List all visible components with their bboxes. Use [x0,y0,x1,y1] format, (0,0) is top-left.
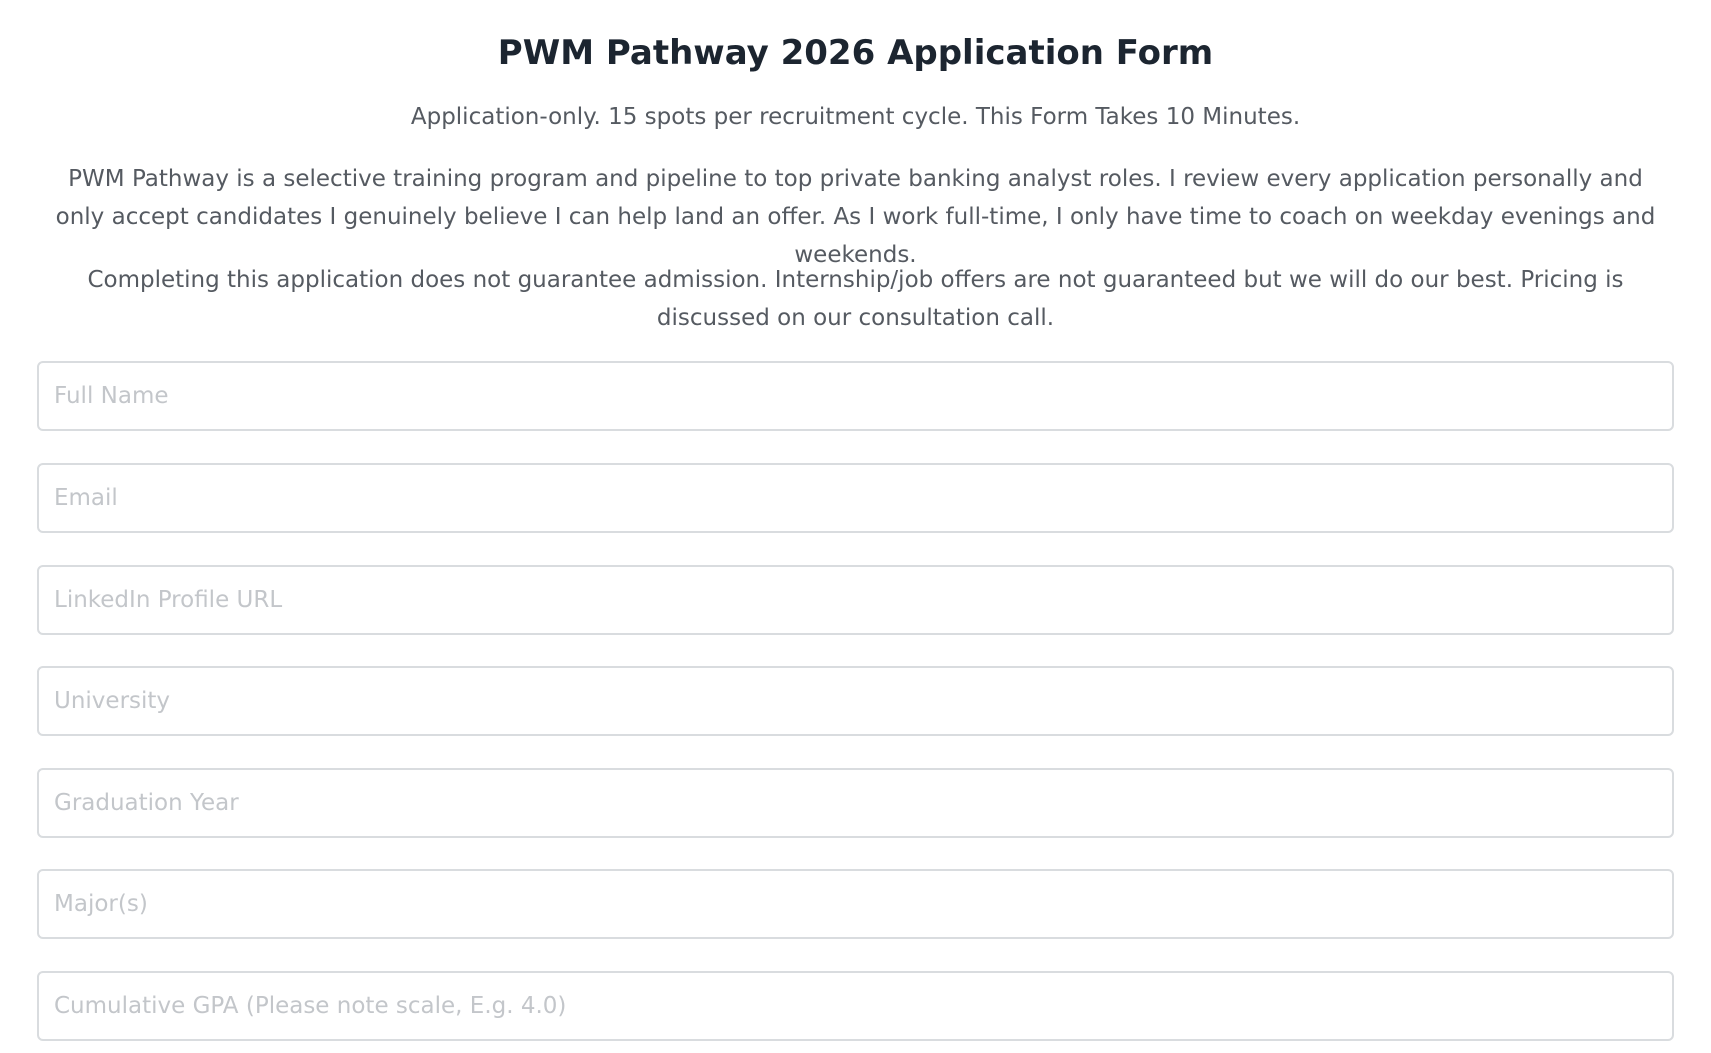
form-subtitle: Application-only. 15 spots per recruitment cycle. This Form Takes 10 Minutes. [410,104,1301,130]
full-name-input[interactable] [37,361,1674,431]
program-description: PWM Pathway is a selective training program and pipeline to top private banking analyst roles. I review every application personally and only accept candidates I genuinely believe I can help land an offer. As I work full-time, I only have time to coach on weekday evenings and weekends. [55,166,1656,268]
admission-disclaimer: Completing this application does not guarantee admission. Internship/job offers are not guaranteed but we will do our best. Pricing is discussed on our consultation call. [87,267,1624,331]
graduation-year-input[interactable] [37,768,1674,838]
majors-input[interactable] [37,869,1674,939]
form-title: PWM Pathway 2026 Application Form [497,33,1214,73]
university-input[interactable] [37,666,1674,736]
gpa-input[interactable] [37,971,1674,1041]
email-input[interactable] [37,463,1674,533]
linkedin-url-input[interactable] [37,565,1674,635]
